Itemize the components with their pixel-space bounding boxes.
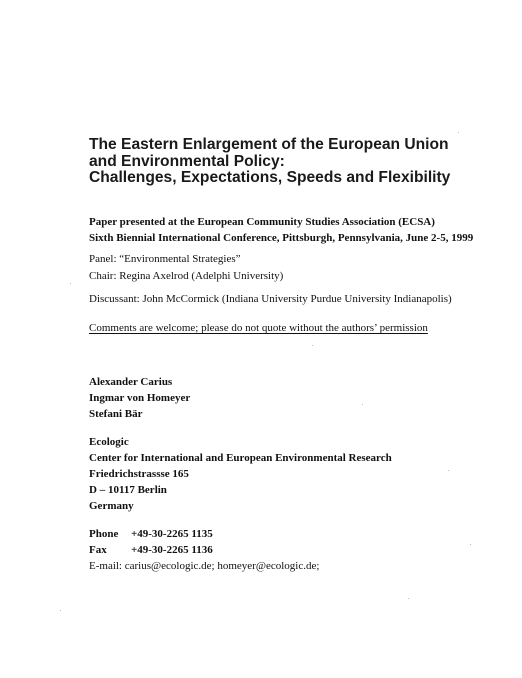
phone-line <box>89 526 519 542</box>
scan-speck <box>362 404 363 405</box>
fax-line <box>89 542 519 558</box>
phone-number: +49-30-2265 1135 <box>131 528 213 540</box>
scan-speck <box>448 470 449 471</box>
scan-speck <box>470 544 471 545</box>
chair-info <box>89 268 519 284</box>
discussant-line: Discussant: John McCormick (Indiana University Purdue University Indianapolis) <box>89 293 452 305</box>
fax-number: +49-30-2265 1136 <box>131 544 213 556</box>
chair-line: Chair: Regina Axelrod (Adelphi University) <box>89 270 284 282</box>
scan-speck <box>70 283 71 284</box>
organization-address <box>89 434 519 514</box>
org-full-name: Center for International and European Environmental Research <box>89 452 392 464</box>
panel-info <box>89 251 519 267</box>
phone-label: Phone <box>89 528 119 540</box>
comments-notice <box>89 320 519 336</box>
author-name: Stefani Bär <box>89 408 143 420</box>
contact-info <box>89 526 519 574</box>
email-line: E-mail: carius@ecologic.de; homeyer@ecologic.de; <box>89 560 320 572</box>
panel-line: Panel: “Environmental Strategies” <box>89 253 241 265</box>
comments-line: Comments are welcome; please do not quote without the authors’ permission <box>89 322 428 334</box>
scan-speck <box>458 132 459 133</box>
org-street: Friedrichstrassse 165 <box>89 468 189 480</box>
fax-label: Fax <box>89 544 107 556</box>
title-line-2: and Environmental Policy: <box>89 152 285 170</box>
presentation-info <box>89 214 519 246</box>
org-country: Germany <box>89 500 134 512</box>
title-line-1: The Eastern Enlargement of the European Union <box>89 136 449 153</box>
title-line-3: Challenges, Expectations, Speeds and Flexibility <box>89 169 451 186</box>
org-name: Ecologic <box>89 436 129 448</box>
presentation-line-1: Paper presented at the European Community Studies Association (ECSA) <box>89 216 435 228</box>
scan-speck <box>60 610 61 611</box>
org-city: D – 10117 Berlin <box>89 484 167 496</box>
presentation-line-2: Sixth Biennial International Conference, Pittsburgh, Pennsylvania, June 2-5, 1999 <box>89 232 474 244</box>
author-list <box>89 374 519 422</box>
author-name: Ingmar von Homeyer <box>89 392 191 404</box>
discussant-info <box>89 291 519 307</box>
scan-speck <box>312 345 313 346</box>
scan-speck <box>408 598 409 599</box>
paper-title <box>89 137 509 187</box>
author-name: Alexander Carius <box>89 376 173 388</box>
